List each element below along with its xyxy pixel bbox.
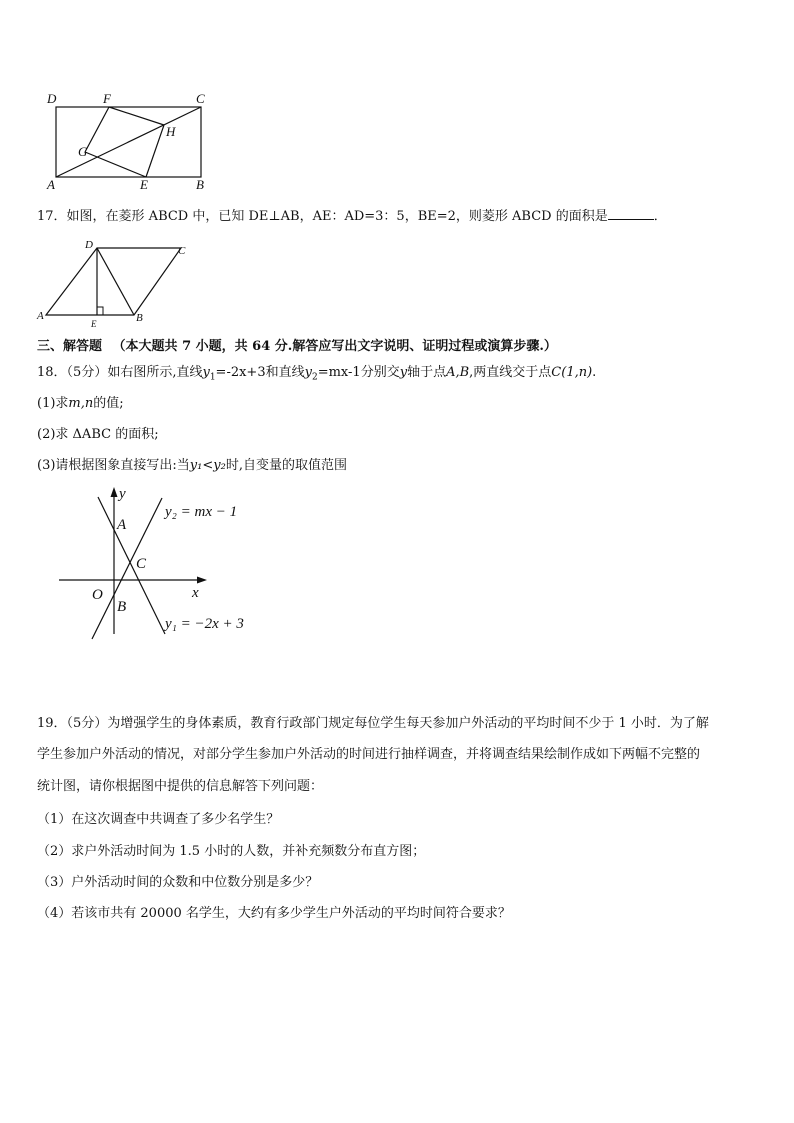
right-angle-mark [97,307,103,315]
question-19-part-4: （4）若该市共有 20000 名学生，大约有多少学生户外活动的平均时间符合要求？ [37,906,511,921]
y-axis-label: y [119,486,126,502]
label-a: A [37,310,44,322]
diagonal-ac [56,107,201,177]
point-c-label: C [136,556,147,572]
origin-label: O [92,587,103,603]
label-a: A [47,177,55,192]
label-b: B [196,177,204,192]
label-g: G [78,144,88,159]
question-18-part-1: (1)求m,n的值; [37,396,124,411]
question-19-line-3: 统计图，请你根据图中提供的信息解答下列问题： [37,779,324,794]
section-title: 三、解答题 [37,339,103,354]
rhombus-figure [32,236,192,330]
line-y1-label: y₁ = −2x + 3 [165,616,244,632]
diagonal-db [97,248,134,315]
segment-fh [109,107,164,125]
y-axis-arrow [111,487,118,497]
point-b-label: B [117,599,127,615]
line-y2-label: y₂ = mx − 1 [165,504,238,520]
label-d: D [85,239,93,251]
question-19-line-1: 19．（5分）为增强学生的身体素质，教育行政部门规定每位学生每天参加户外活动的平均时间不少于 1 小时．为了解 [37,716,709,731]
label-f: F [103,91,111,106]
question-18-part-2: (2)求 ΔABC 的面积; [37,427,159,442]
x-axis-label: x [192,585,199,601]
label-e: E [91,319,97,329]
coordinate-figure [55,482,285,647]
section-heading [37,338,557,356]
question-17: 17．如图，在菱形 ABCD 中，已知 DE⊥AB，AE：AD=3：5，BE=2，则菱形 ABCD 的面积是 ． [37,209,667,224]
rhombus-abcd [46,248,181,315]
label-e: E [140,177,148,192]
question-18-part-3: (3)请根据图象直接写出:当y₁<y₂时,自变量的取值范围 [37,458,347,473]
question-19-part-1: （1）在这次调查中共调查了多少名学生？ [37,812,280,827]
segment-fg [85,107,109,152]
question-19-part-3: （3）户外活动时间的众数和中位数分别是多少？ [37,875,319,890]
label-d: D [47,91,57,106]
question-19-line-2: 学生参加户外活动的情况，对部分学生参加户外活动的时间进行抽样调查，并将调查结果绘制作成如下两幅不完整的 [37,747,701,762]
rectangle-figure [40,88,220,194]
section-note: （本大题共 7 小题，共 64 分.解答应写出文字说明、证明过程或演算步骤.） [112,339,557,354]
q17-text: 17．如图，在菱形 ABCD 中，已知 DE⊥AB，AE：AD=3：5，BE=2，则菱形 ABCD 的面积是 [37,209,608,224]
x-axis-arrow [197,577,207,584]
answer-blank [608,207,654,220]
label-c: C [178,245,186,257]
label-c: C [196,91,205,106]
label-h: H [166,124,176,139]
line-y1 [98,497,165,634]
label-b: B [136,312,143,324]
segment-ge [85,152,146,177]
line-y2 [92,498,162,639]
point-a-label: A [117,517,127,533]
question-19-part-2: （2）求户外活动时间为 1.5 小时的人数，并补充频数分布直方图； [37,844,426,859]
question-18-intro: 18．（5分）如右图所示,直线$y_1=-2x+3$和直线$y_2=mx-1$分别交y轴于点A,B,两直线交于点C(1,n). [37,365,597,383]
